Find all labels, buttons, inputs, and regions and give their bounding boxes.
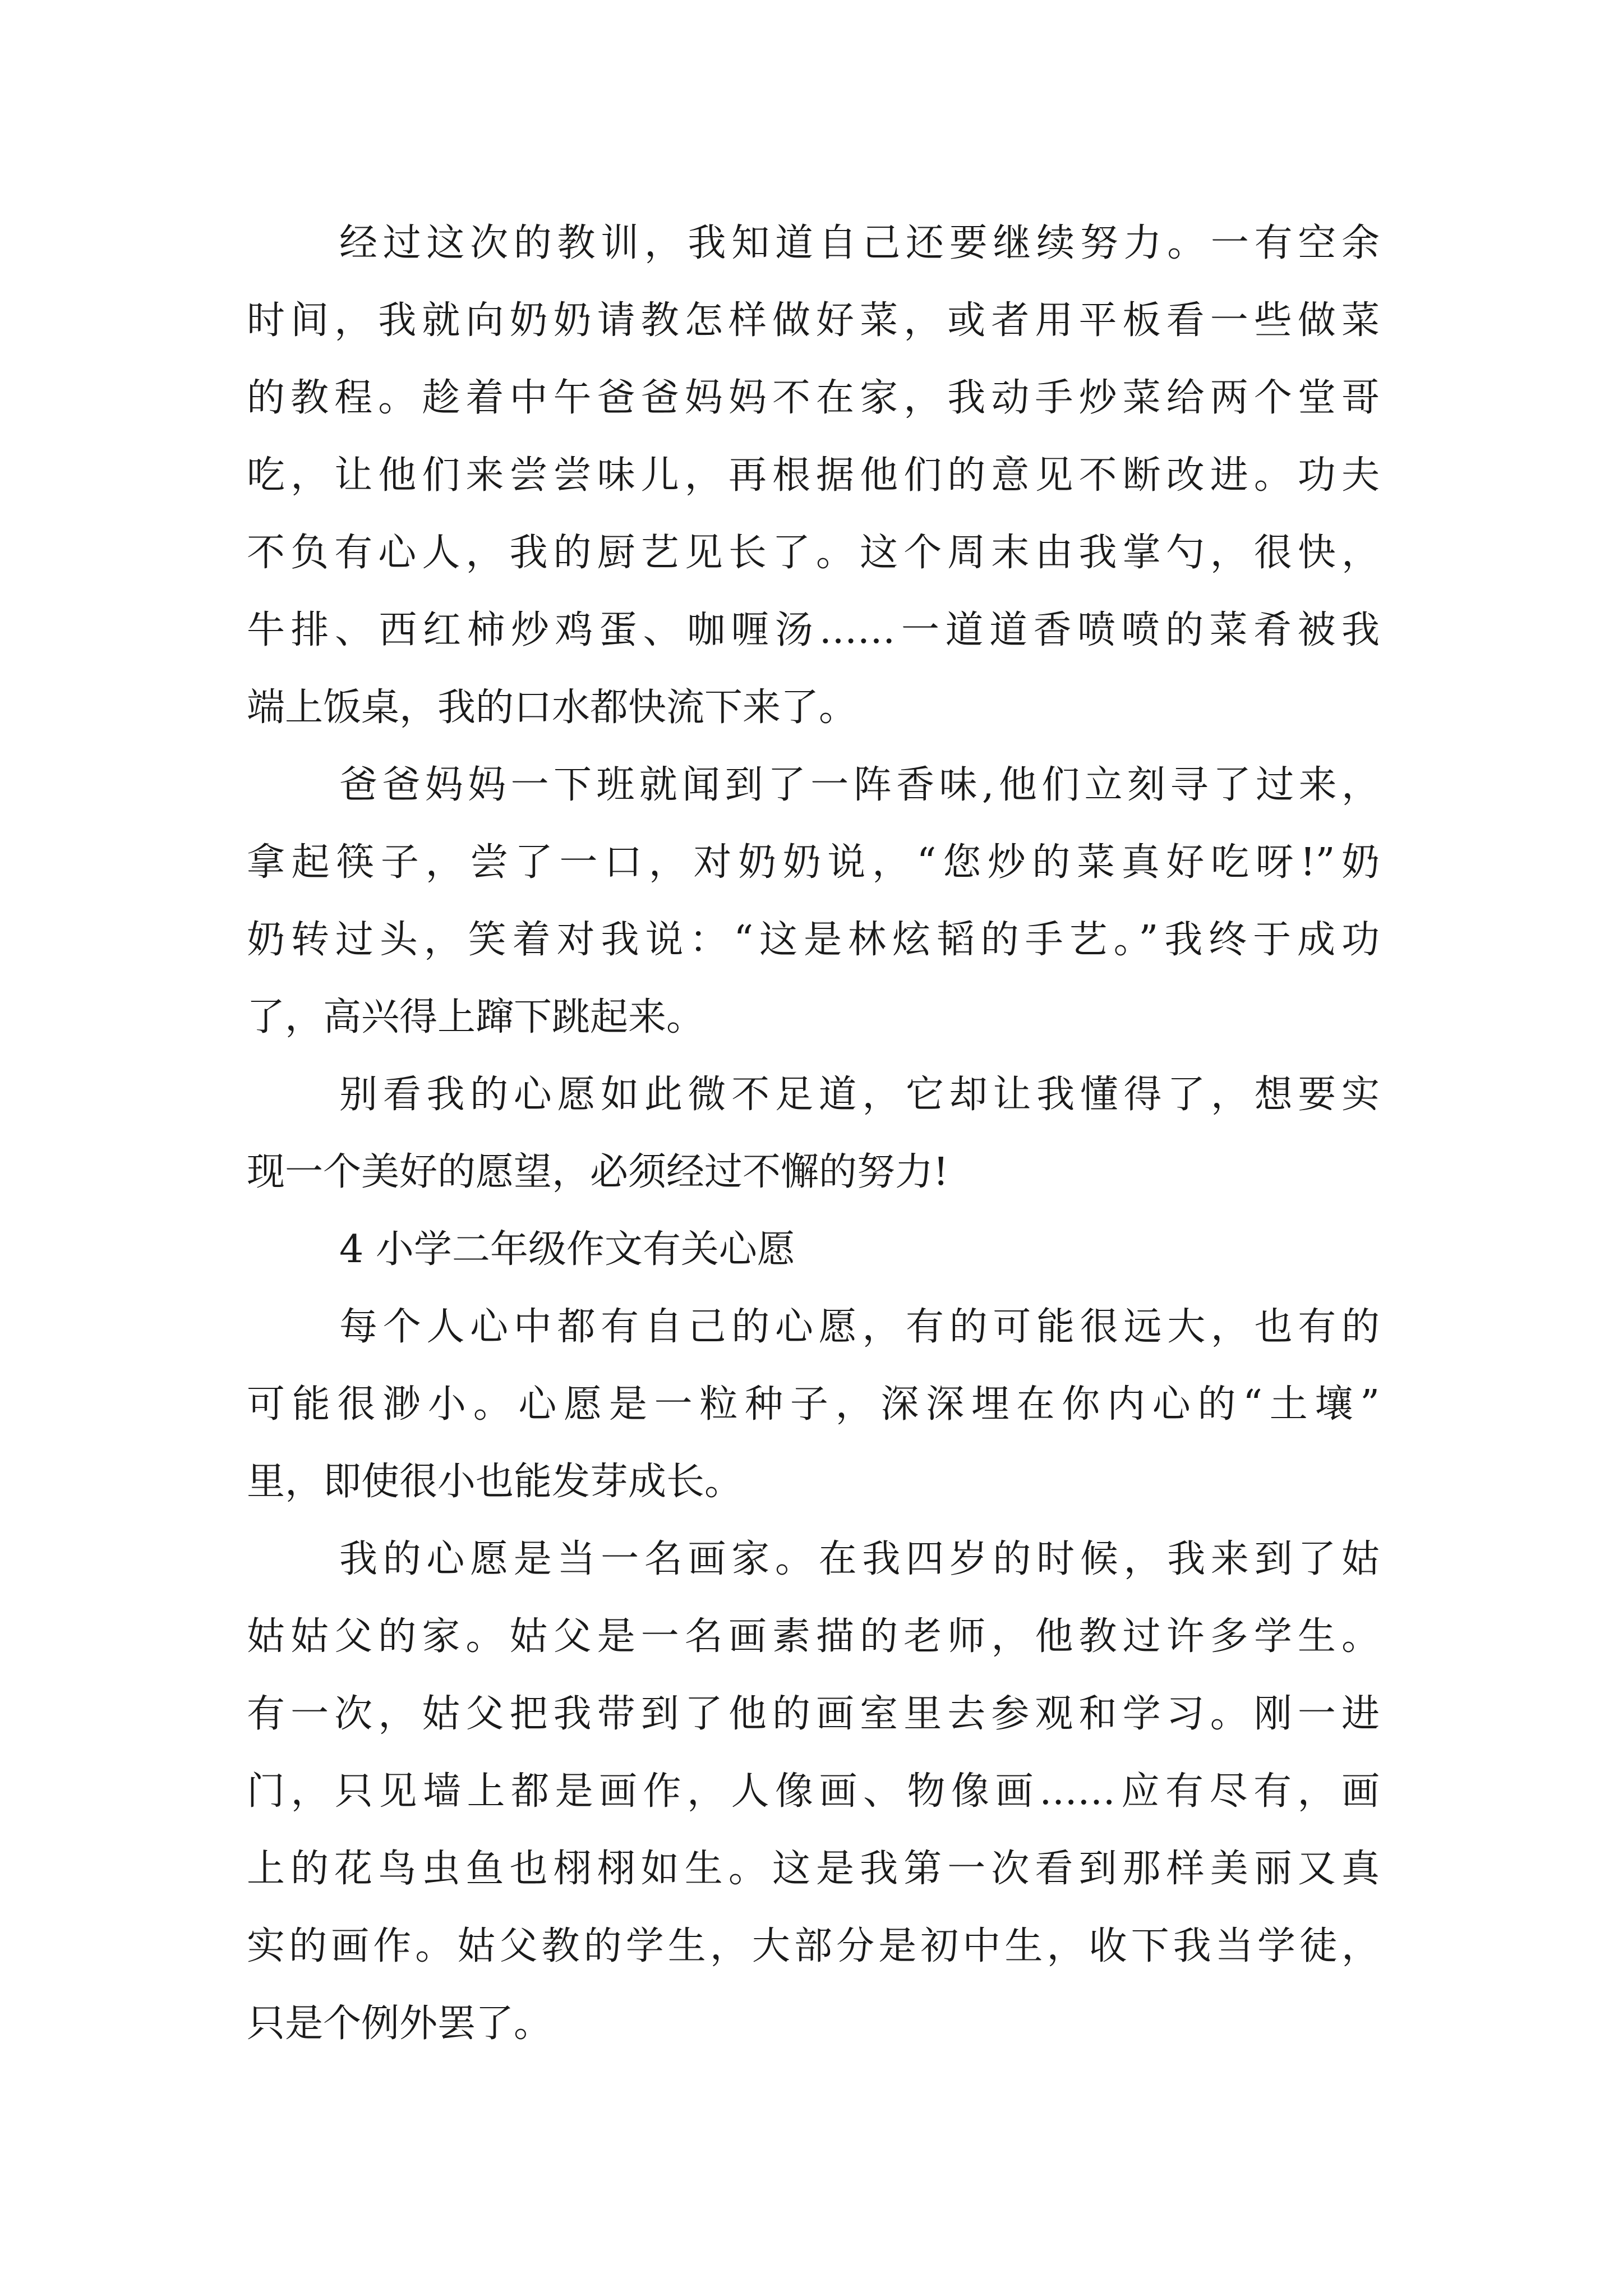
- text-line: 时间，我就向奶奶请教怎样做好菜，或者用平板看一些做菜: [247, 298, 1380, 343]
- text-line: 拿起筷子，尝了一口，对奶奶说，“您炒的菜真好吃呀!”奶: [247, 840, 1380, 885]
- text-line: 实的画作。姑父教的学生，大部分是初中生，收下我当学徒，: [247, 1924, 1380, 1968]
- text-line: 门，只见墙上都是画作，人像画、物像画……应有尽有，画: [247, 1769, 1380, 1814]
- paragraph-1: [247, 205, 1380, 747]
- section-heading: [247, 1211, 1380, 1289]
- text-line: 奶转过头，笑着对我说：“这是林炫韬的手艺。”我终于成功: [247, 918, 1380, 962]
- text-line: 不负有心人，我的厨艺见长了。这个周末由我掌勺，很快，: [247, 531, 1380, 575]
- text-line: 现一个美好的愿望，必须经过不懈的努力!: [247, 1150, 949, 1194]
- text-line: 有一次，姑父把我带到了他的画室里去参观和学习。刚一进: [247, 1692, 1380, 1736]
- text-line: 只是个例外罢了。: [247, 2001, 552, 2046]
- text-line: 每个人心中都有自己的心愿，有的可能很远大，也有的: [339, 1305, 1380, 1349]
- text-line: 可能很渺小。心愿是一粒种子，深深埋在你内心的“土壤”: [247, 1382, 1380, 1427]
- text-line: 端上饭桌，我的口水都快流下来了。: [247, 685, 857, 730]
- text-line: 上的花鸟虫鱼也栩栩如生。这是我第一次看到那样美丽又真: [247, 1847, 1380, 1891]
- text-line: 别看我的心愿如此微不足道，它却让我懂得了，想要实: [339, 1073, 1380, 1117]
- paragraph-3: [247, 1056, 1380, 1211]
- paragraph-2: [247, 747, 1380, 1056]
- text-line: 的教程。趁着中午爸爸妈妈不在家，我动手炒菜给两个堂哥: [247, 376, 1380, 420]
- text-line: 姑姑父的家。姑父是一名画素描的老师，他教过许多学生。: [247, 1614, 1380, 1659]
- text-line: 吃，让他们来尝尝味儿，再根据他们的意见不断改进。功夫: [247, 453, 1380, 498]
- text-line: 我的心愿是当一名画家。在我四岁的时候，我来到了姑: [339, 1537, 1380, 1581]
- text-line: 爸爸妈妈一下班就闻到了一阵香味,他们立刻寻了过来，: [339, 763, 1380, 807]
- text-line: 了，高兴得上蹿下跳起来。: [247, 995, 705, 1039]
- text-line: 里，即使很小也能发芽成长。: [247, 1460, 743, 1504]
- document-body: [247, 205, 1380, 2063]
- text-line: 牛排、西红柿炒鸡蛋、咖喱汤……一道道香喷喷的菜肴被我: [247, 608, 1380, 652]
- heading-text: 4 小学二年级作文有关心愿: [339, 1227, 795, 1272]
- paragraph-4: [247, 1289, 1380, 1521]
- text-line: 经过这次的教训，我知道自己还要继续努力。一有空余: [339, 221, 1380, 265]
- paragraph-5: [247, 1521, 1380, 2063]
